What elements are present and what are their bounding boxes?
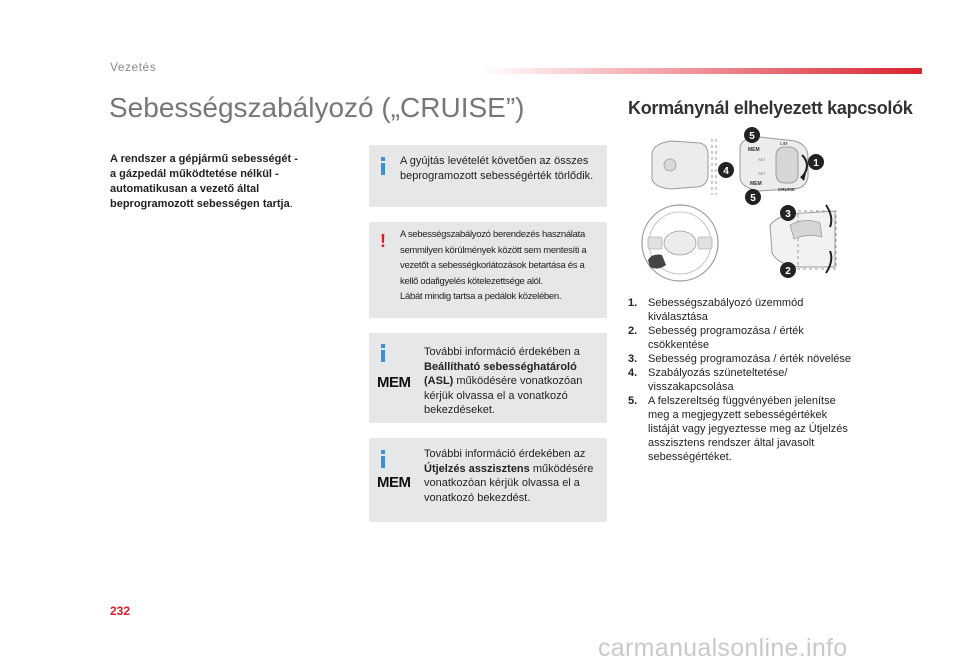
list-item: 1. Sebességszabályozó üzemmód kiválasztása xyxy=(628,297,804,323)
box3-line-1: További információ érdekében a xyxy=(424,346,580,358)
stalk-left-illustration xyxy=(652,139,716,195)
warning-icon: ! xyxy=(380,231,386,251)
box4-line-3: vonatkozóan kérjük olvassa el a xyxy=(424,477,580,489)
svg-text:5: 5 xyxy=(750,193,756,204)
info-icon xyxy=(381,450,385,468)
warning-box xyxy=(369,222,607,318)
box3-line-5: bekezdéseket. xyxy=(424,404,495,416)
box4-line-1: További információ érdekében az xyxy=(424,448,586,460)
section-title: Kormánynál elhelyezett kapcsolók xyxy=(628,98,913,118)
section-label: Vezetés xyxy=(110,60,157,74)
box1-line-1: A gyújtás levételét követően az összes xyxy=(400,155,589,167)
box4-line-2-bold: Útjelzés asszisztens xyxy=(424,462,530,475)
callout-5-bottom xyxy=(745,189,761,205)
header-accent-bar xyxy=(480,68,922,74)
diagram-lim: LIM xyxy=(780,141,788,146)
callout-3 xyxy=(780,205,796,221)
box4-line-2-rest: működésére xyxy=(529,462,594,475)
mem-label: MEM xyxy=(377,374,411,391)
watermark: carmanualsonline.info xyxy=(598,634,848,662)
box2-line-2: semmilyen körülmények között sem mentesíti a xyxy=(400,244,587,256)
box2-line-3: vezetőt a sebességkorlátozások betartása és a xyxy=(400,260,585,271)
box1-line-2: beprogramozott sebességérték törlődik. xyxy=(400,169,594,182)
svg-text:5: 5 xyxy=(749,131,755,142)
diagram-mem-top: MEM xyxy=(748,147,760,153)
box2-line-4: kellő odafigyelés kötelezettsége alól. xyxy=(400,275,543,287)
steering-wheel-illustration xyxy=(642,205,718,281)
diagram-set-upper: SET xyxy=(758,157,766,162)
mem-label: MEM xyxy=(377,474,411,491)
callout-4 xyxy=(718,162,734,178)
diagram-cruise: CRUISE xyxy=(778,187,796,192)
svg-text:4: 4 xyxy=(723,166,729,177)
box3-line-3-bold: (ASL) xyxy=(424,375,454,387)
box3-line-2: Beállítható sebességhatároló xyxy=(424,360,577,373)
info-box-asl xyxy=(369,333,607,423)
callout-1 xyxy=(808,154,824,170)
controls-list xyxy=(628,296,890,464)
intro-line-2: a gázpedál működtetése nélkül - xyxy=(110,168,279,180)
info-box-ignition xyxy=(369,145,607,207)
stalk-right-illustration xyxy=(740,137,808,192)
page-number: 232 xyxy=(110,604,131,618)
intro-text xyxy=(110,152,325,212)
list-item: 2. Sebesség programozása / érték csökkentése xyxy=(628,325,804,351)
box2-line-5: Lábát mindig tartsa a pedálok közelében. xyxy=(400,291,562,302)
diagram-set-lower: SET xyxy=(758,171,766,176)
diagram-mem-bottom: MEM xyxy=(750,181,762,187)
stalk-closeup-illustration xyxy=(770,205,836,273)
box3-line-3-rest: működésére vonatkozóan xyxy=(453,375,583,387)
svg-text:3: 3 xyxy=(785,209,791,220)
intro-line-4: beprogramozott sebességen tartja xyxy=(110,198,290,210)
callout-5-top xyxy=(744,127,760,143)
intro-line-3: automatikusan a vezető által xyxy=(110,183,260,195)
info-box-road-sign xyxy=(369,438,607,522)
intro-end: . xyxy=(289,198,293,210)
svg-text:2: 2 xyxy=(785,266,791,277)
intro-line-1: A rendszer a gépjármű sebességét - xyxy=(110,153,298,165)
list-item: 3. Sebesség programozása / érték növelése xyxy=(628,353,852,365)
info-icon xyxy=(381,157,385,175)
list-item: 4. Szabályozás szüneteltetése/ visszakapcsolása xyxy=(628,367,788,393)
box3-line-4: kérjük olvassa el a vonatkozó xyxy=(424,389,568,402)
box4-line-4: vonatkozó bekezdést. xyxy=(424,491,531,504)
svg-text:1: 1 xyxy=(813,158,819,169)
list-item: 5. A felszereltség függvényében jelenítse meg a megjegyzett sebességértékek listáját vagy jegyeztesse meg az Útjelzés asszisztens rendszer által javasolt sebességértéket. xyxy=(628,395,848,463)
page-title: Sebességszabályozó („CRUISE”) xyxy=(109,92,525,123)
cruise-control-diagram xyxy=(630,125,875,285)
info-icon xyxy=(381,344,385,362)
box2-line-1: A sebességszabályozó berendezés használata xyxy=(400,229,585,240)
callout-2 xyxy=(780,262,796,278)
